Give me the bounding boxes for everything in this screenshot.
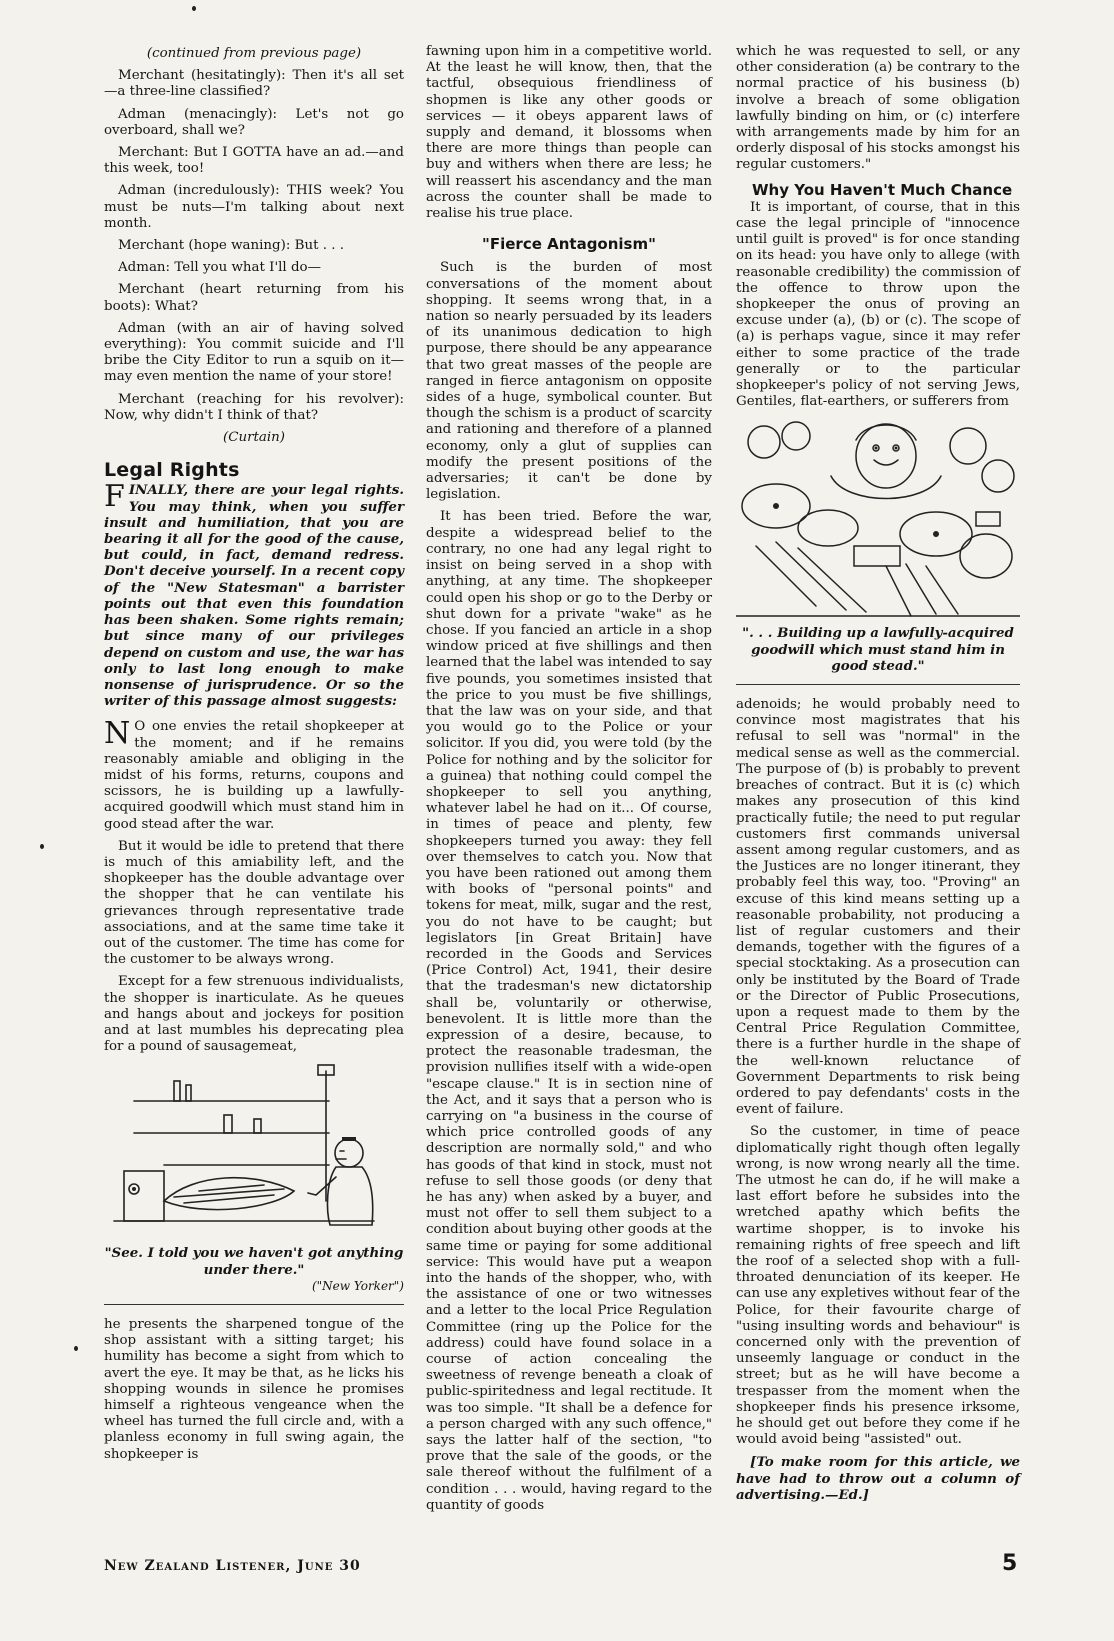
- body-paragraph: So the customer, in time of peace diplomatically right though often legally wrong, is now wrong nearly all the time. The utmost he can do, if he will make a last effort before he subsides into the wretched apathy which befits the wartime shopper, is to invoke his remaining rights of free speech and lift the roof of a selected shop with a full-throated denunciation of its keeper. He can use any expletives without fear of the Police, for their favourite charge of "using insulting words and behaviour" is concerned only with the prevention of unseemly language or conduct in the street; but as he will have become a trespasser from the moment when the shopkeeper finds his presence irksome, he should get out before they come if he would avoid being "assisted" out.: [736, 1124, 1020, 1448]
- body-first-text: O one envies the retail shopkeeper at the moment; and if he remains reasonably amiable and obliging in the midst of his forms, returns, coupons and scissors, he is building up a lawfully-acquired goodwill which must stand him in good stead after the war.: [104, 719, 404, 832]
- lead-paragraph: fawning upon him in a competitive world. At the least he will know, then, that the tactful, obsequious friendliness of shopmen is like any other goods or services — it obeys apparent laws of supply and demand, it blossoms when there are more things than people can buy and withers when there are less; he will reassert his ascendancy and the man across the counter shall be made to realise his true place.: [426, 44, 712, 222]
- cartoon-caption: "See. I told you we haven't got anything under there.": [104, 1245, 404, 1278]
- lead-paragraph: which he was requested to sell, or any other consideration (a) be contrary to the normal practice of his business (b) involve a breach of some obligation lawfully binding on him, or (c) interfere with arrangements made by him for an orderly disposal of his stocks amongst his regular customers.": [736, 44, 1020, 173]
- continued-note: (continued from previous page): [146, 46, 362, 61]
- dialogue-line: Merchant (reaching for his revolver): Now, why didn't I think of that?: [104, 391, 404, 423]
- body-paragraph: It is important, of course, that in this case the legal principle of "innocence until guilt is proved" is for once standing on its head: you have only to allege (with reasonable credibility) the commission of the offence to throw upon the shopkeeper the onus of proving an excuse under (a), (b) or (c). The scope of (a) is perhaps vague, since it may refer either to some practice of the trade generally or to the particular shopkeeper's policy of not serving Jews, Gentiles, flat-earthers, or sufferers from: [736, 199, 1020, 410]
- page-number: 5: [1002, 1551, 1018, 1576]
- drop-cap: N: [104, 716, 131, 752]
- body-paragraph: Except for a few strenuous individualists, the shopper is inarticulate. As he queues and hangs about and jockeys for position and at last mumbles his deprecating plea for a pound of sausagemeat,: [104, 974, 404, 1055]
- section-title: Legal Rights: [104, 459, 240, 482]
- shop-cartoon-illustration: [104, 1061, 404, 1241]
- dialogue-line: Adman (menacingly): Let's not go overboard, shall we?: [104, 106, 404, 138]
- body-first-paragraph: [104, 716, 404, 832]
- dialogue-line: Merchant (hesitatingly): Then it's all set—a three-line classified?: [104, 68, 404, 100]
- body-paragraph: But it would be idle to pretend that there is much of this amiability left, and the shopkeeper has the double advantage over the shopper that he can ventilate his grievances through representative trade associations, and at the same time take it out of the customer. The time has come for the customer to be always wrong.: [104, 838, 404, 968]
- intro-text: INALLY, there are your legal rights. You may think, when you suffer insult and humiliation, that you are bearing it all for the good of the cause, but could, in fact, demand redress. Don't deceive yourself. In a recent copy of the "New Statesman" a barrister points out that even this foundation has been shaken. Some rights remain; but since many of our privileges depend on custom and use, the war has only to last long enough to make nonsense of jurisprudence. Or so the writer of this passage almost suggests:: [104, 482, 404, 710]
- cartoon-credit: ("New Yorker"): [311, 1278, 404, 1293]
- column-3: [736, 44, 1020, 1509]
- body-paragraph: It has been tried. Before the war, despite a widespread belief to the contrary, no one had any legal right to insist on being served in a shop with anything, at any time. The shopkeeper could open his shop or go to the Derby or shut down for a private "wake" as he chose. If you fancied an article in a shop window priced at five shillings and then learned that the label was intended to say five pounds, you sometimes insisted that the price to you must be five shillings, that the law was on your side, and that you would go to the Police or your solicitor. If you did, you were told (by the Police for nothing and by the solicitor for a guinea) that nothing could compel the shopkeeper to sell you anything, whatever label he had on it... Of course, in times of peace and plenty, few shopkeepers turned you away: they fell over themselves to catch you. Now that you have been rationed out among them with books of "personal points" and tokens for meat, milk, sugar and the rest, you do not have to be caught; but legislators [in Great Britain] have recorded in the Goods and Services (Price Control) Act, 1941, their desire that the tradesman's new dictatorship shall be, voluntarily or otherwise, benevolent. It is little more than the expression of a desire, because, to protect the reasonable tradesman, the provision nullifies itself with a wide-open "escape clause." It is in section nine of the Act, and it says that a person who is carrying on "a business in the course of which price controlled goods of any description are normally sold," and who has goods of that kind in stock, must not refuse to sell those goods (or deny that he has any) when asked by a buyer, and must not offer to sell them subject to a condition about buying other goods at the same time or paying for some additional service: This would have put a weapon into the hands of the shopper, who, with the assistance of one or two witnesses and a letter to the local Price Regulation Committee (ring up the Police for the address) could have found solace in a course of action concealing the sweetness of revenge beneath a cloak of public-spiritedness and legal rectitude. It was too simple. "It shall be a defence for a person charged with any such offence," says the latter half of the section, "to prove that the sale of the goods, or the sale thereof without the fulfilment of a condition . . . would, having regard to the quantity of goods: [426, 509, 712, 1513]
- print-speck: [192, 6, 196, 11]
- body-paragraph: adenoids; he would probably need to convince most magistrates that his refusal to sell was "normal" in the medical sense as well as the commercial. The purpose of (b) is probably to prevent breaches of contract. But it is (c) which makes any prosecution of this kind practically futile; the need to put regular customers first commands universal assent among regular customers, and as the Justices are no longer itinerant, they probably feel this way, too. "Proving" an excuse of this kind means setting up a reasonable probability, not producing a list of regular customers and their demands, together with the figures of a special stocktaking. As a prosecution can only be instituted by the Board of Trade or the Director of Public Prosecutions, upon a request made to them by the Central Price Regulation Committee, there is a further hurdle in the shape of the well-known reluctance of Government Departments to risk being ordered to pay defendants' costs in the event of failure.: [736, 697, 1020, 1118]
- dialogue-line: Merchant (hope waning): But . . .: [118, 238, 344, 254]
- subheading: Why You Haven't Much Chance: [752, 180, 1013, 199]
- body-paragraph: Such is the burden of most conversations of the moment about shopping. It seems wrong that, in a nation so nearly persuaded by its leaders of its unanimous dedication to high purpose, there should be any appearance that two great masses of the people are ranged in fierce antagonism on opposite sides of a huge, symbolical counter. But though the schism is a product of scarcity and rationing and therefore of a planned economy, only a glut of supplies can modify the present positions of the adversaries; it can't be done by legislation.: [426, 260, 712, 503]
- drop-cap: F: [104, 479, 125, 515]
- body-paragraph: he presents the sharpened tongue of the shop assistant with a sitting target; his humility has become a sight from which to avert the eye. It may be that, as he licks his shopping wounds in silence he promises himself a righteous vengeance when the wheel has turned the full circle and, with a planless economy in full swing again, the shopkeeper is: [104, 1316, 404, 1462]
- print-speck: [74, 1346, 78, 1351]
- dialogue-line: Adman (incredulously): THIS week? You must be nuts—I'm talking about next month.: [104, 183, 404, 231]
- column-divider: [736, 684, 1020, 685]
- column-divider: [104, 1304, 404, 1305]
- dialogue-line: Merchant (heart returning from his boots): What?: [104, 282, 404, 314]
- produce-shopkeeper-illustration: [736, 416, 1020, 621]
- curtain-note: (Curtain): [223, 430, 285, 446]
- dialogue-line: Merchant: But I GOTTA have an ad.—and this week, too!: [104, 145, 404, 177]
- dialogue-line: Adman: Tell you what I'll do—: [118, 260, 321, 276]
- column-2: [426, 44, 712, 1520]
- print-speck: [40, 844, 44, 849]
- intro-paragraph: [104, 479, 404, 710]
- subheading: "Fierce Antagonism": [482, 235, 656, 254]
- dialogue-line: Adman (with an air of having solved everything): You commit suicide and I'll bribe the City Editor to run a squib on it—may even mention the name of your store!: [104, 320, 404, 385]
- editor-note: [To make room for this article, we have had to throw out a column of advertising.—Ed.]: [736, 1454, 1020, 1503]
- footer-masthead: New Zealand Listener, June 30: [104, 1558, 361, 1574]
- illustration-caption: ". . . Building up a lawfully-acquired goodwill which must stand him in good stead.": [742, 625, 1014, 674]
- column-1: [104, 44, 404, 1469]
- dialogue: [104, 68, 404, 424]
